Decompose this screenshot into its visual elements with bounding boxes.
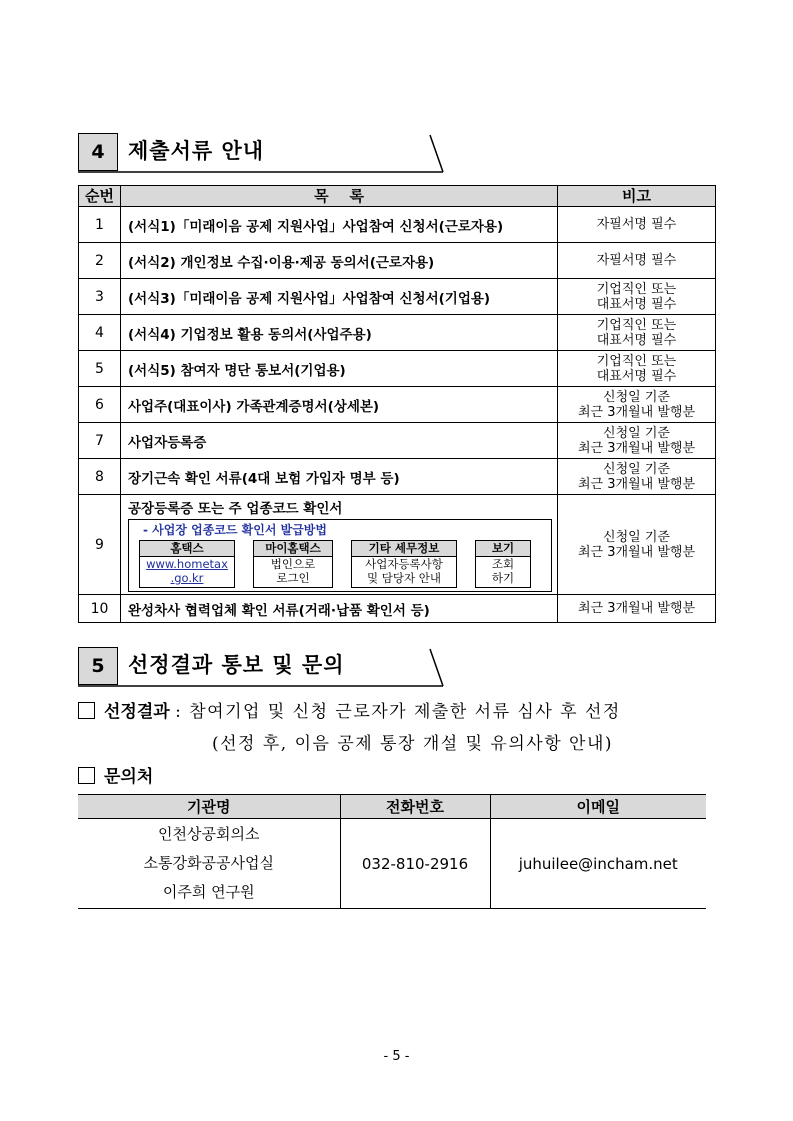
section-title: 제출서류 안내 [128, 139, 265, 163]
note-line: 자필서명 필수 [596, 217, 677, 232]
note-line: 대표서명 필수 [596, 296, 677, 312]
org-line: 인천상공회의소 [158, 825, 260, 843]
row-number: 7 [79, 423, 121, 459]
note-line: 최근 3개월내 발행분 [578, 440, 695, 456]
checkbox-square-icon [78, 767, 95, 784]
step-view [475, 540, 531, 588]
selection-label: 선정결과 [104, 702, 170, 722]
note-line: 최근 3개월내 발행분 [578, 476, 695, 492]
contact-row [78, 819, 706, 909]
table-row [79, 351, 716, 387]
step-line: 및 담당자 안내 [367, 571, 441, 585]
row-note [558, 351, 716, 387]
col-header-note: 비고 [558, 186, 716, 207]
col-header-item: 목 록 [121, 186, 558, 207]
table-header-row [79, 186, 716, 207]
step-head: 마이홈택스 [253, 540, 333, 557]
step-line: 로그인 [276, 571, 310, 585]
note-line: 기업직인 또는 [596, 317, 677, 333]
note-line: 신청일 기준 [603, 425, 670, 441]
row-item: 장기근속 확인 서류(4대 보험 가입자 명부 등) [121, 459, 558, 495]
row-note [558, 595, 716, 623]
hometax-link-cont[interactable]: .go.kr [170, 571, 204, 585]
table-row [79, 207, 716, 243]
section-number: 4 [78, 133, 118, 171]
row-item: 사업주(대표이사) 가족관계증명서(상세본) [121, 387, 558, 423]
row-number: 1 [79, 207, 121, 243]
step-head: 홈택스 [139, 540, 235, 557]
row-number: 6 [79, 387, 121, 423]
row-note [558, 315, 716, 351]
note-line: 신청일 기준 [603, 461, 670, 477]
row-note [558, 243, 716, 279]
step-line: 하기 [491, 571, 515, 585]
table-row [79, 423, 716, 459]
row-note [558, 495, 716, 595]
section-title: 선정결과 통보 및 문의 [128, 653, 345, 677]
note-line: 최근 3개월내 발행분 [578, 404, 695, 420]
row-item: (서식4) 기업정보 활용 동의서(사업주용) [121, 315, 558, 351]
section-4-heading [78, 133, 448, 173]
col-header-org: 기관명 [78, 795, 340, 819]
col-header-num: 순번 [79, 186, 121, 207]
note-line: 기업직인 또는 [596, 353, 677, 369]
step-hometax [139, 540, 235, 588]
step-my-hometax [253, 540, 333, 588]
row-note [558, 387, 716, 423]
hometax-link[interactable]: www.hometax [146, 557, 228, 571]
step-other-tax-info [351, 540, 457, 588]
table-row [79, 595, 716, 623]
table-row [79, 315, 716, 351]
issuance-method-box [128, 519, 552, 592]
table-row [79, 459, 716, 495]
row-number: 4 [79, 315, 121, 351]
row-item: (서식1)「미래이음 공제 지원사업」사업참여 신청서(근로자용) [121, 207, 558, 243]
note-line: 최근 3개월내 발행분 [578, 601, 695, 616]
col-header-phone: 전화번호 [340, 795, 490, 819]
step-head: 기타 세무정보 [351, 540, 457, 557]
issuance-method-title: - 사업장 업종코드 확인서 발급방법 [143, 523, 327, 537]
step-body [253, 557, 333, 588]
table-row [79, 243, 716, 279]
row-note [558, 207, 716, 243]
table-row [79, 279, 716, 315]
section-number: 5 [78, 647, 118, 685]
row-item-title: 공장등록증 또는 주 업종코드 확인서 [128, 501, 343, 517]
note-line: 대표서명 필수 [596, 332, 677, 348]
note-line: 최근 3개월내 발행분 [578, 544, 695, 560]
row-number: 8 [79, 459, 121, 495]
inquiry-label: 문의처 [104, 767, 154, 787]
step-line: 사업자등록사항 [365, 557, 443, 571]
row-item: (서식5) 참여자 명단 통보서(기업용) [121, 351, 558, 387]
org-line: 이주희 연구원 [162, 883, 255, 901]
table-row [79, 387, 716, 423]
contact-table [78, 794, 706, 909]
row-note [558, 459, 716, 495]
row-item: 사업자등록증 [121, 423, 558, 459]
contact-header-row [78, 795, 706, 819]
email-cell[interactable]: juhuilee@incham.net [490, 819, 706, 909]
row-note [558, 423, 716, 459]
step-line: 조회 [491, 557, 515, 571]
row-number: 9 [79, 495, 121, 595]
selection-result-paragraph [78, 697, 621, 722]
note-line: 신청일 기준 [603, 529, 670, 545]
page-number: - 5 - [383, 1049, 410, 1064]
note-line: 자필서명 필수 [596, 253, 677, 268]
row-number: 5 [79, 351, 121, 387]
issuance-steps [139, 540, 551, 588]
row-number: 10 [79, 595, 121, 623]
row-item [121, 495, 558, 595]
row-item: (서식3)「미래이음 공제 지원사업」사업참여 신청서(기업용) [121, 279, 558, 315]
row-item: 완성차사 협력업체 확인 서류(거래·납품 확인서 등) [121, 595, 558, 623]
inquiry-heading [78, 762, 153, 787]
step-body [475, 557, 531, 588]
row-number: 2 [79, 243, 121, 279]
checkbox-square-icon [78, 702, 95, 719]
section-5-heading [78, 647, 448, 687]
step-body [139, 557, 235, 588]
row-note [558, 279, 716, 315]
documents-table [78, 185, 716, 623]
selection-subtext: (선정 후, 이음 공제 통장 개설 및 유의사항 안내) [212, 734, 613, 754]
org-cell [78, 819, 340, 909]
step-head: 보기 [475, 540, 531, 557]
step-line: 법인으로 [270, 557, 316, 571]
org-line: 소통강화공공사업실 [143, 854, 274, 872]
phone-cell: 032-810-2916 [340, 819, 490, 909]
table-row [79, 495, 716, 595]
selection-text: : 참여기업 및 신청 근로자가 제출한 서류 심사 후 선정 [175, 702, 621, 722]
row-item: (서식2) 개인정보 수집·이용·제공 동의서(근로자용) [121, 243, 558, 279]
col-header-email: 이메일 [490, 795, 706, 819]
step-body [351, 557, 457, 588]
note-line: 기업직인 또는 [596, 281, 677, 297]
note-line: 대표서명 필수 [596, 368, 677, 384]
note-line: 신청일 기준 [603, 389, 670, 405]
row-number: 3 [79, 279, 121, 315]
